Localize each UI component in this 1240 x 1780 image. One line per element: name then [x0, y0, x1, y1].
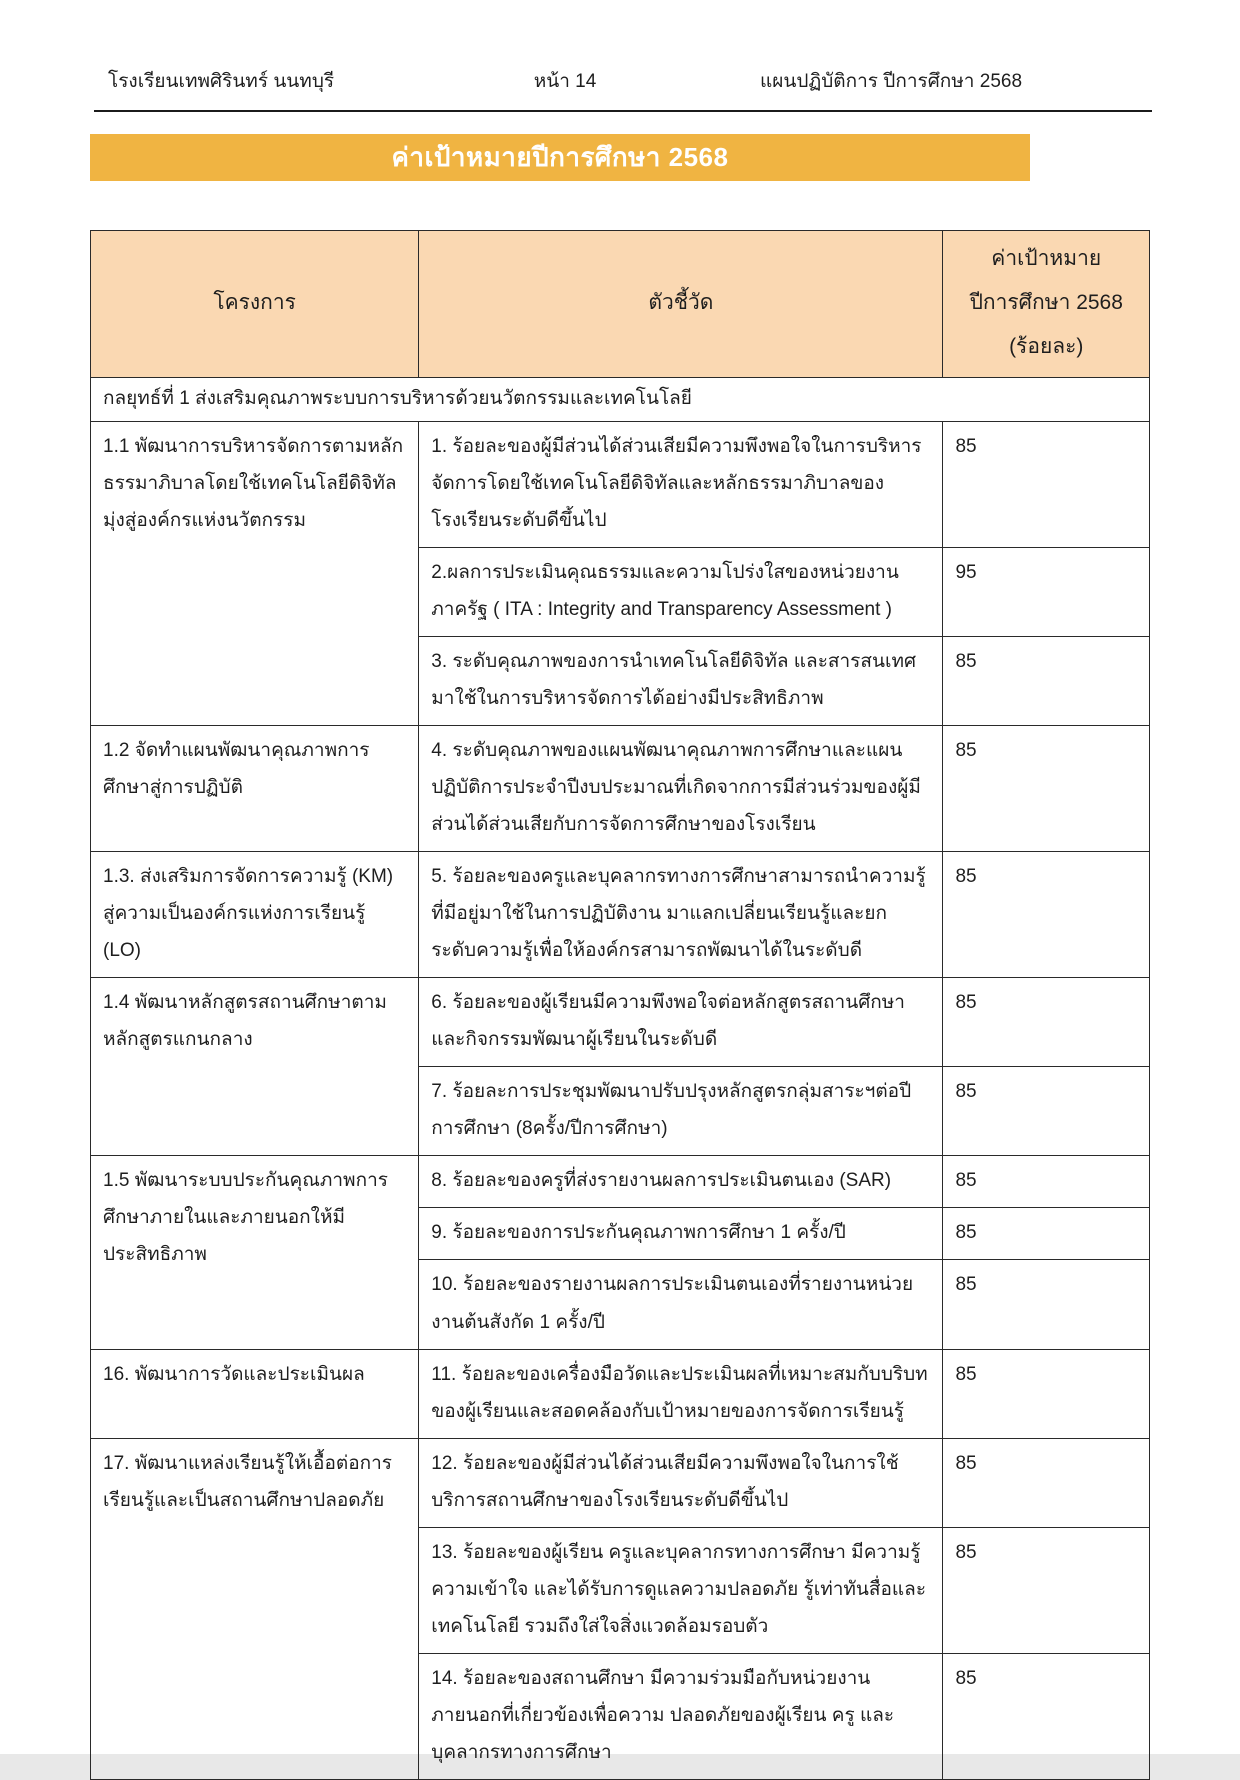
target-value-cell: 85	[943, 421, 1150, 547]
table-row	[91, 978, 1150, 1067]
indicator-cell: 14. ร้อยละของสถานศึกษา มีความร่วมมือกับหน่วยงานภายนอกที่เกี่ยวข้องเพื่อความ ปลอดภัยของผู้เรียน ครู และบุคลากรทางการศึกษา	[419, 1653, 943, 1779]
indicator-cell: 8. ร้อยละของครูที่ส่งรายงานผลการประเมินตนเอง (SAR)	[419, 1156, 943, 1208]
indicator-cell: 6. ร้อยละของผู้เรียนมีความพึงพอใจต่อหลักสูตรสถานศึกษาและกิจกรรมพัฒนาผู้เรียนในระดับดี	[419, 978, 943, 1067]
targets-table	[90, 230, 1150, 1780]
project-cell: 1.4 พัฒนาหลักสูตรสถานศึกษาตามหลักสูตรแกนกลาง	[91, 978, 419, 1156]
target-value-cell: 85	[943, 1653, 1150, 1779]
target-value-cell: 85	[943, 1067, 1150, 1156]
table-row	[91, 421, 1150, 547]
column-header-project: โครงการ	[91, 231, 419, 378]
target-value-cell: 85	[943, 1156, 1150, 1208]
project-cell: 1.3. ส่งเสริมการจัดการความรู้ (KM) สู่ความเป็นองค์กรแห่งการเรียนรู้ (LO)	[91, 852, 419, 978]
target-value-cell: 85	[943, 1208, 1150, 1260]
project-cell: 16. พัฒนาการวัดและประเมินผล	[91, 1349, 419, 1438]
indicator-cell: 1. ร้อยละของผู้มีส่วนได้ส่วนเสียมีความพึงพอใจในการบริหารจัดการโดยใช้เทคโนโลยีดิจิทัลและหลักธรรมาภิบาลของโรงเรียนระดับดีขึ้นไป	[419, 421, 943, 547]
indicator-cell: 11. ร้อยละของเครื่องมือวัดและประเมินผลที่เหมาะสมกับบริบทของผู้เรียนและสอดคล้องกับเป้าหมายของการจัดการเรียนรู้	[419, 1349, 943, 1438]
target-value-cell: 85	[943, 1438, 1150, 1527]
target-value-cell: 85	[943, 1527, 1150, 1653]
project-cell: 1.2 จัดทำแผนพัฒนาคุณภาพการศึกษาสู่การปฏิบัติ	[91, 725, 419, 851]
indicator-cell: 7. ร้อยละการประชุมพัฒนาปรับปรุงหลักสูตรกลุ่มสาระฯต่อปีการศึกษา (8ครั้ง/ปีการศึกษา)	[419, 1067, 943, 1156]
indicator-cell: 2.ผลการประเมินคุณธรรมและความโปร่งใสของหน่วยงานภาครัฐ ( ITA : Integrity and Transparency Assessment )	[419, 547, 943, 636]
table-header-row	[91, 231, 1150, 378]
table-row	[91, 852, 1150, 978]
section-banner: ค่าเป้าหมายปีการศึกษา 2568	[90, 134, 1030, 181]
target-value-cell: 85	[943, 725, 1150, 851]
indicator-cell: 9. ร้อยละของการประกันคุณภาพการศึกษา 1 ครั้ง/ปี	[419, 1208, 943, 1260]
target-value-cell: 85	[943, 636, 1150, 725]
targets-table-body	[91, 231, 1150, 1780]
target-value-cell: 95	[943, 547, 1150, 636]
project-cell: 17. พัฒนาแหล่งเรียนรู้ให้เอื้อต่อการเรียนรู้และเป็นสถานศึกษาปลอดภัย	[91, 1438, 419, 1779]
target-value-cell: 85	[943, 978, 1150, 1067]
indicator-cell: 3. ระดับคุณภาพของการนำเทคโนโลยีดิจิทัล และสารสนเทศมาใช้ในการบริหารจัดการได้อย่างมีประสิทธิภาพ	[419, 636, 943, 725]
indicator-cell: 4. ระดับคุณภาพของแผนพัฒนาคุณภาพการศึกษาและแผนปฏิบัติการประจำปีงบประมาณที่เกิดจากการมีส่วนร่วมของผู้มีส่วนได้ส่วนเสียกับการจัดการศึกษาของโรงเรียน	[419, 725, 943, 851]
column-header-target	[943, 231, 1150, 378]
strategy-row	[91, 378, 1150, 421]
project-cell: 1.5 พัฒนาระบบประกันคุณภาพการศึกษาภายในและภายนอกให้มีประสิทธิภาพ	[91, 1156, 419, 1349]
indicator-cell: 12. ร้อยละของผู้มีส่วนได้ส่วนเสียมีความพึงพอใจในการใช้บริการสถานศึกษาของโรงเรียนระดับดีขึ้นไป	[419, 1438, 943, 1527]
strategy-cell: กลยุทธ์ที่ 1 ส่งเสริมคุณภาพระบบการบริหารด้วยนวัตกรรมและเทคโนโลยี	[91, 378, 1150, 421]
page-number: หน้า 14	[533, 71, 597, 92]
table-row	[91, 1349, 1150, 1438]
targets-table-wrap	[90, 230, 1150, 1780]
target-value-cell: 85	[943, 1349, 1150, 1438]
indicator-cell: 10. ร้อยละของรายงานผลการประเมินตนเองที่รายงานหน่วยงานต้นสังกัด 1 ครั้ง/ปี	[419, 1260, 943, 1349]
school-name: โรงเรียนเทพศิรินทร์ นนทบุรี	[108, 71, 335, 92]
target-header-line3: (ร้อยละ)	[1009, 335, 1084, 359]
target-header-line2: ปีการศึกษา 2568	[969, 291, 1123, 315]
target-header-line1: ค่าเป้าหมาย	[991, 247, 1102, 270]
column-header-indicator: ตัวชี้วัด	[419, 231, 943, 378]
table-row	[91, 1156, 1150, 1208]
indicator-cell: 13. ร้อยละของผู้เรียน ครูและบุคลากรทางการศึกษา มีความรู้ความเข้าใจ และได้รับการดูแลความปลอดภัย รู้เท่าทันสื่อและเทคโนโลยี รวมถึงใส่ใจสิ่งแวดล้อมรอบตัว	[419, 1527, 943, 1653]
target-value-cell: 85	[943, 1260, 1150, 1349]
table-row	[91, 725, 1150, 851]
project-cell: 1.1 พัฒนาการบริหารจัดการตามหลักธรรมาภิบาลโดยใช้เทคโนโลยีดิจิทัล มุ่งสู่องค์กรแห่งนวัตกรรม	[91, 421, 419, 725]
header-divider	[94, 110, 1152, 112]
plan-title: แผนปฏิบัติการ ปีการศึกษา 2568	[760, 71, 1023, 92]
table-row	[91, 1438, 1150, 1527]
page-header	[90, 66, 1152, 96]
target-value-cell: 85	[943, 852, 1150, 978]
indicator-cell: 5. ร้อยละของครูและบุคลากรทางการศึกษาสามารถนำความรู้ที่มีอยู่มาใช้ในการปฏิบัติงาน มาแลกเปลี่ยนเรียนรู้และยกระดับความรู้เพื่อให้องค์กรสามารถพัฒนาได้ในระดับดี	[419, 852, 943, 978]
